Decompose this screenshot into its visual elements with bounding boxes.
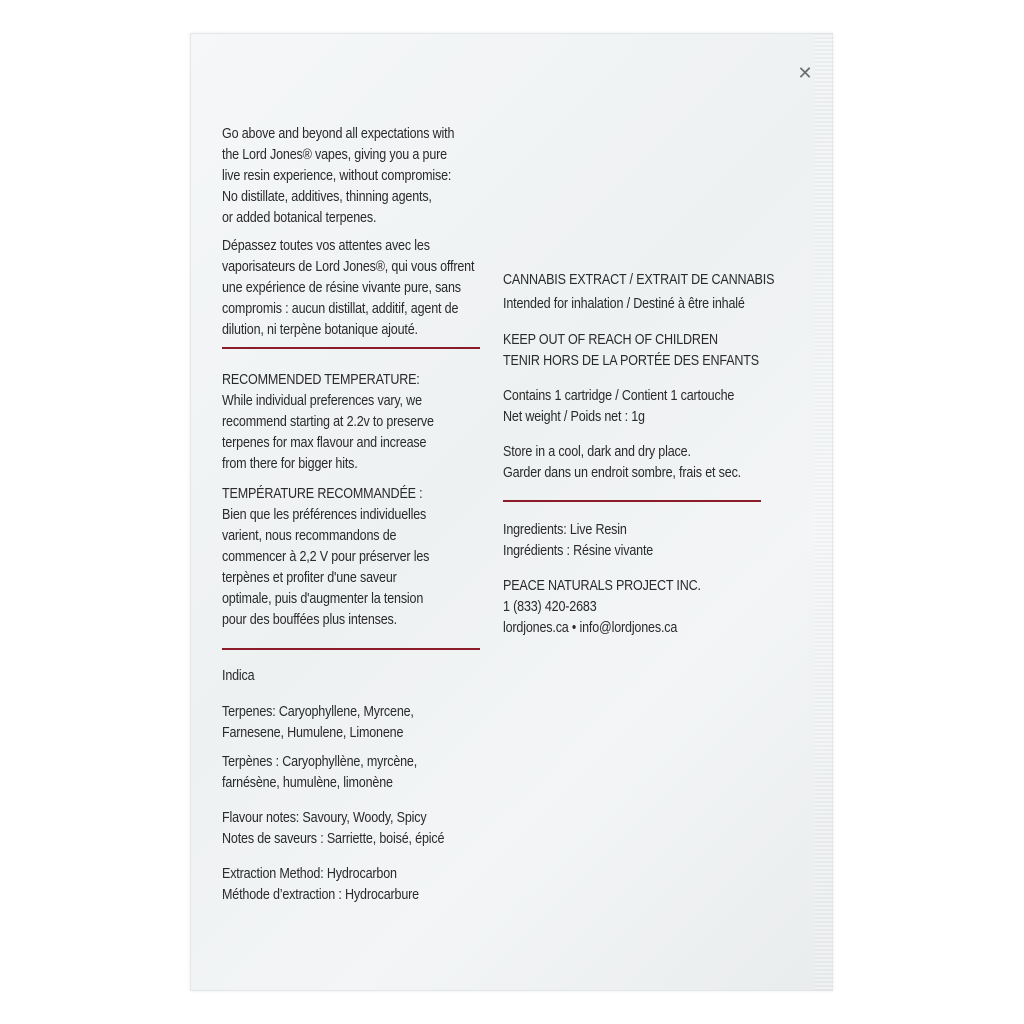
keep-out-en: KEEP OUT OF REACH OF CHILDREN	[503, 332, 718, 348]
temperature-body-en: While individual preferences vary, we recommend starting at 2.2v to preserve terpenes for max flavour and increase from there for bigger hits.	[222, 393, 434, 472]
extraction-fr: Méthode d’extraction : Hydrocarbure	[222, 887, 419, 903]
terpenes-en: Terpenes: Caryophyllene, Myrcene, Farnesene, Humulene, Limonene	[222, 704, 414, 741]
store-en: Store in a cool, dark and dry place.	[503, 444, 691, 460]
keep-out-fr: TENIR HORS DE LA PORTÉE DES ENFANTS	[503, 353, 759, 369]
intro-fr: Dépassez toutes vos attentes avec les vaporisateurs de Lord Jones®, qui vous offrent une expérience de résine vivante pure, sans compromis : aucun distillat, additif, agent de dilution, ni terpène botanique ajouté.	[222, 238, 475, 338]
cannabis-extract-label: CANNABIS EXTRACT / EXTRAIT DE CANNABIS	[503, 272, 775, 288]
temperature-body-fr: Bien que les préférences individuelles varient, nous recommandons de commencer à 2,2 V pour préserver les terpènes et profiter d'une saveur optimale, puis d'augmenter la tension pour des bouffées plus intenses.	[222, 507, 430, 628]
strain-type: Indica	[222, 668, 255, 684]
divider-rule	[503, 500, 761, 502]
extraction-en: Extraction Method: Hydrocarbon	[222, 866, 397, 882]
temperature-title-en: RECOMMENDED TEMPERATURE:	[222, 372, 420, 388]
temperature-fr-block	[222, 484, 489, 631]
storage-block	[503, 442, 787, 484]
contains-label: Contains 1 cartridge / Contient 1 cartouche	[503, 388, 735, 404]
intro-en: Go above and beyond all expectations with the Lord Jones® vapes, giving you a pure live resin experience, without compromise: No distillate, additives, thinning agents, or added botanical terpenes.	[222, 126, 455, 226]
divider-rule	[222, 648, 480, 650]
flavour-en: Flavour notes: Savoury, Woody, Spicy	[222, 810, 427, 826]
company-block	[503, 576, 787, 639]
intro-block	[222, 124, 489, 229]
terpenes-en-block	[222, 702, 489, 744]
tear-notch-icon: ✕	[797, 63, 813, 83]
terpenes-fr-block	[222, 752, 489, 794]
company-name: PEACE NATURALS PROJECT INC.	[503, 578, 701, 594]
flavour-fr: Notes de saveurs : Sarriette, boisé, épicé	[222, 831, 445, 847]
inhalation-label: Intended for inhalation / Destiné à être inhalé	[503, 296, 745, 312]
store-fr: Garder dans un endroit sombre, frais et sec.	[503, 465, 741, 481]
divider-rule	[222, 347, 480, 349]
company-phone: 1 (833) 420-2683	[503, 599, 597, 615]
company-contact: lordjones.ca • info@lordjones.ca	[503, 620, 678, 636]
intro-fr-block	[222, 236, 497, 341]
contents-block	[503, 386, 787, 428]
temperature-title-fr: TEMPÉRATURE RECOMMANDÉE :	[222, 486, 423, 502]
terpenes-fr: Terpènes : Caryophyllène, myrcène, farnésène, humulène, limonène	[222, 754, 418, 791]
extraction-block	[222, 864, 497, 906]
ingredients-fr: Ingrédients : Résine vivante	[503, 543, 654, 559]
ingredients-block	[503, 520, 787, 562]
strain-block	[222, 666, 489, 687]
extract-block	[503, 270, 787, 315]
flavour-block	[222, 808, 497, 850]
pouch-seal-edge	[815, 33, 833, 991]
warning-block	[503, 330, 787, 372]
net-weight-label: Net weight / Poids net : 1g	[503, 409, 645, 425]
temperature-en-block	[222, 370, 489, 475]
ingredients-en: Ingredients: Live Resin	[503, 522, 627, 538]
